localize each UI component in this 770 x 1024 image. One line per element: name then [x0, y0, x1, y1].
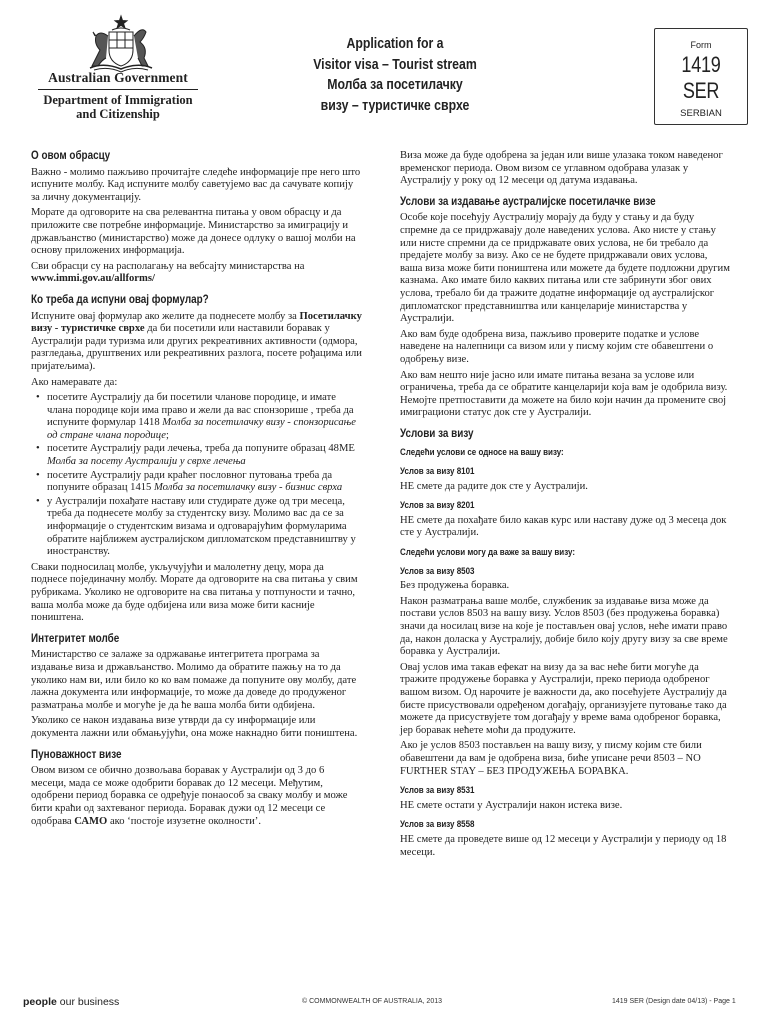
form-title — [302, 34, 487, 116]
department-name — [38, 93, 198, 121]
condition-8503-title: Услов за визу 8503 — [400, 565, 475, 576]
form-number-box — [654, 28, 748, 125]
department-name-line-2: and Citizenship — [76, 107, 160, 121]
who-paragraph-1 — [31, 311, 362, 374]
condition-8503-paragraph-4: Ако је услов 8503 постављен на вашу визу, у писму којим сте били обавештени да вам је одобрена виза, биће уписане речи 8503 – NO FURTHER STAY – БЕЗ ПРОДУЖЕЊА БОРАВКА. — [400, 740, 702, 777]
footer-brand — [23, 996, 119, 1008]
condition-8101-text: НЕ смете да радите док сте у Аустралији. — [400, 480, 588, 492]
integrity-heading: Интегритет молбе — [31, 632, 120, 645]
right-column — [400, 150, 731, 862]
form-48me-title: Молба за посету Аустралији у сврхе лечења — [47, 456, 246, 468]
entries-paragraph: Виза може да буде одобрена за један или више улазака током наведеног временског периода. Овом визом се углавном одобрава улазак у Аустралију у року од 12 месеци од датума издавања. — [400, 150, 723, 187]
list-item — [47, 392, 362, 442]
form-language: SERBIAN — [680, 108, 722, 119]
who-bullet-list — [31, 392, 362, 559]
condition-8503-paragraph-2: Након разматрања ваше молбе, службеник за издавање виза може да постави услов 8503 на вашу визу. Услов 8503 (без продужења боравка) значи да носилац визе на које је постављен овај услов, неће имати право да, након доласка у Аустралију, добије било коју другу визу за све време боравка у Аустралији. — [400, 595, 728, 658]
condition-8558-title: Услов за визу 8558 — [400, 819, 475, 830]
footer-page-info: 1419 SER (Design date 04/13) - Page 1 — [612, 998, 736, 1005]
form-1415-title: Молба за посетилачку визу - бизнис сврха — [153, 482, 343, 494]
condition-8503-paragraph-3: Овај услов има такав ефекат на визу да за вас неће бити могуће да тражите продужење боравка у Аустралији, преко периода одобреног вашом визом. Од нарочите је важности да, ако посећујете Аустралију да бисте присуствовали одређеном догађају, организујете путовање тако да можете да присуствујете том догађају у време вама одобреног боравка, јер боравак нећете моћи да продужите. — [400, 661, 727, 736]
department-name-line-1: Department of Immigration — [43, 93, 193, 107]
about-paragraph-3-text: Сви обрасци су на располагању на вебсајту министарства на — [31, 260, 305, 272]
footer-brand-bold: people — [23, 996, 57, 1008]
condition-8531-title: Услов за визу 8531 — [400, 785, 475, 796]
validity-text-b: ако ‘постоје изузетне околности’. — [107, 815, 261, 827]
condition-8531-text: НЕ смете остати у Аустралији након истека визе. — [400, 799, 623, 811]
form-title-line-2: Visitor visa – Tourist stream — [313, 55, 477, 73]
bullet-4-text: у Аустралији похађате наставу или студирате дуже од три месеца, треба да поднесете молбу за студентску визу. Молимо вас да се за информације о студентским визама и одговарајућим формуларима обратите најближем аустралијском дипломатском представништву у иностранству. — [47, 495, 356, 558]
about-heading: О овом обрасцу — [31, 150, 111, 162]
bullet-3-text: посетите Аустралију ради краћег пословног путовања треба да попуните образац 1415 — [47, 469, 333, 494]
list-item — [47, 496, 362, 559]
footer-brand-rest: our business — [56, 996, 120, 1008]
about-section — [31, 150, 362, 286]
integrity-section — [31, 633, 362, 741]
forms-website-link[interactable]: www.immi.gov.au/allforms/ — [31, 273, 155, 285]
about-paragraph-1: Важно - молимо пажљиво прочитајте следеће информације пре него што испуните молбу. Кад испуните молбу саветујемо вас да сачувате копију за личну документацију. — [31, 166, 361, 203]
condition-8101-title: Услов за визу 8101 — [400, 466, 475, 477]
issue-conditions-section — [400, 196, 731, 420]
optional-conditions-subheading: Следећи услови могу да важе за вашу визу: — [400, 547, 575, 558]
left-column — [31, 150, 362, 831]
validity-text-a: Овом визом се обично дозвољава боравак у Аустралији од 3 до 6 месеци, мада се може одобрити боравак до 12 месеци. Међутим, одобрени период боравка се одређује понаособ за сваку молбу и може бити краћи од захтеваног периода. Боравак дужи од 12 месеци се одобрава — [31, 765, 348, 827]
form-label: Form — [690, 40, 712, 50]
issue-conditions-paragraph-2: Ако вам буде одобрена виза, пажљиво проверите податке и услове наведене на налепници са визом или у писму којим сте обавештени о одобрењу визе. — [400, 328, 714, 365]
validity-section — [31, 749, 362, 829]
validity-heading: Пуноважност визе — [31, 748, 122, 761]
who-section — [31, 294, 362, 625]
who-paragraph-1-text-b: да би посетили или наставили боравак у Аустралији ради туризма или других рекреативних активности (одмора, разгледања, друштвених или рекреативних разлога, посете рођацима или пријатељима). — [31, 323, 362, 372]
condition-8558-text: НЕ смете да проведете више од 12 месеци у Аустралији у периоду од 18 месеци. — [400, 833, 727, 858]
validity-paragraph-1 — [31, 765, 362, 828]
visa-type-emphasis: Посетилачку визу - туристичке сврхе — [31, 310, 362, 335]
who-paragraph-last: Сваки подносилац молбе, укључујући и малолетну децу, мора да поднесе појединачну молбу. Морате да одговорите на сва питања у свим рубрикама. Уколико не одговорите на сва питања у потпуности и тачно, ваша молба може да буде одбијена или виза може бити касније поништена. — [31, 561, 358, 624]
australian-coat-of-arms-icon — [78, 14, 164, 74]
issue-conditions-heading: Услови за издавање аустралијске посетилачке визе — [400, 195, 656, 208]
only-emphasis: САМО — [74, 815, 108, 827]
bullet-2-text: посетите Аустралију ради лечења, треба да попуните образац 48ME — [47, 443, 355, 455]
visa-conditions-heading: Услови за визу — [400, 427, 474, 440]
who-intro: Ако намеравате да: — [31, 376, 118, 388]
issue-conditions-paragraph-3: Ако вам нешто није јасно или имате питања везана за услове или ограничења, треба да се обратите канцеларији која вам је одобрила визу. Немојте претпоставити да можете на било који начин да промените свој имиграциони статус док сте у Аустралији. — [400, 369, 728, 419]
form-title-line-1: Application for a — [346, 35, 444, 52]
bullet-1-text: посетите Аустралију да би посетили чланове породице, и имате члана породице који има право и жели да вас спонзорише , треба да испуните формулар 1418 — [47, 392, 354, 429]
integrity-paragraph-2: Уколико се након издавања визе утврди да су информације или документа лажни или обмањујући, она може накнадно бити поништена. — [31, 715, 358, 739]
visa-conditions-section — [400, 428, 731, 859]
form-number: 1419 SER — [681, 52, 721, 103]
issue-conditions-paragraph-1: Особе које посећују Аустралију морају да буду у стању и да буду спремне да се придржавају доле наведених услова. Ако нисте у стању или нисте спремни да се придржавате ових услова, не би требало да предајете молбу за визу. Ако се не будете придржавали ових услова, ваша виза може бити поништена или можете да будете подложни другим казнама. Ако имате било каквих питања или сте забринути због ових услова, требало би да тражите додатне информације од аустралијског дипломатског представништва или канцеларије министарства у Аустралији. — [400, 212, 730, 325]
who-heading: Ко треба да испуни овај формулар? — [31, 293, 209, 306]
mandatory-conditions-subheading: Следећи услови се односе на вашу визу: — [400, 447, 564, 458]
form-1418-title: Молба за посетилачку визу - спонзорисање од стране члана породице — [47, 417, 356, 441]
page-footer — [0, 996, 770, 1012]
integrity-paragraph-1: Министарство се залаже за одржавање интегритета програма за издавање виза и држављанство. Молимо да обратите пажњу на то да уколико нам ви, или било ко ко вам помаже да попуните ову молбу, дате лажна документа или информације, то може да доведе до продуженог разматрања молбе и могуће је да ће ваша молба бити одбијена. — [31, 649, 357, 711]
form-title-line-3: Молба за посетилачку — [327, 76, 463, 93]
list-item — [47, 470, 362, 495]
footer-copyright: © COMMONWEALTH OF AUSTRALIA, 2013 — [302, 998, 442, 1005]
header-divider — [38, 89, 198, 90]
condition-8201-title: Услов за визу 8201 — [400, 500, 475, 511]
about-paragraph-2: Морате да одговорите на сва релевантна питања у овом обрасцу и да приложите све потребне информације. Министарство за имиграцију и држављанство (министарство) може да донесе одлуку о вашој молби на основу приложених информација. — [31, 207, 356, 257]
condition-8201-text: НЕ смете да похађате било какав курс или наставу дуже од 3 месеца док сте у Аустралији. — [400, 514, 727, 539]
bullet-1-end: ; — [165, 429, 169, 441]
form-title-line-4: визу – туристичке сврхе — [320, 96, 470, 114]
list-item — [47, 443, 362, 468]
condition-8503-paragraph-1: Без продужења боравка. — [400, 580, 510, 592]
government-name: Australian Government — [48, 70, 188, 85]
about-paragraph-3 — [31, 261, 362, 286]
who-paragraph-1-text-a: Испуните овај формулар ако желите да поднесете молбу за — [31, 310, 300, 322]
